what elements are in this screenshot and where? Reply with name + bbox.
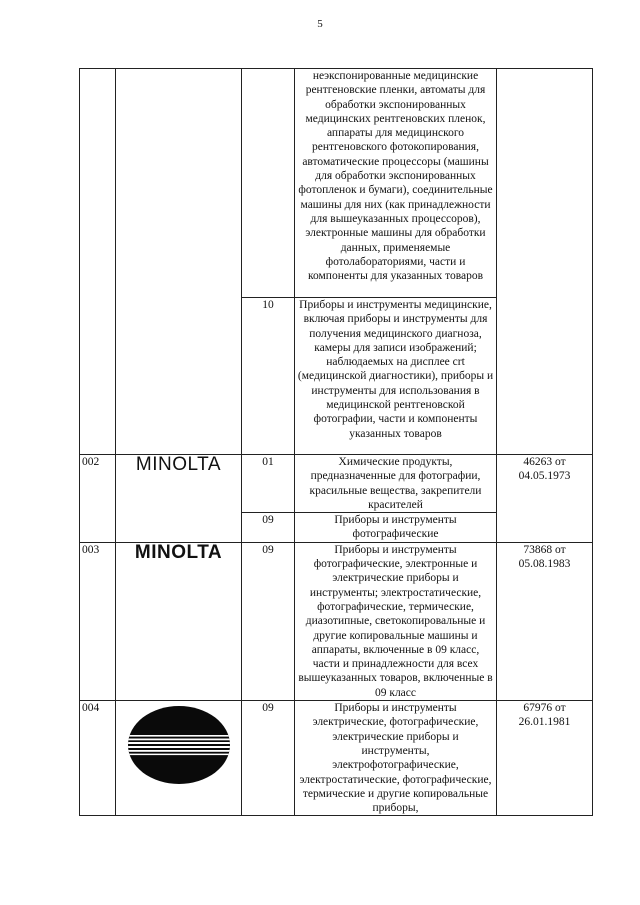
- registration-cell: 73868 от 05.08.1983: [497, 542, 593, 700]
- row-number: 003: [80, 542, 116, 700]
- class-cell: 10: [242, 298, 295, 455]
- registration-cell: 67976 от 26.01.1981: [497, 701, 593, 816]
- mark-cell: [116, 701, 242, 816]
- minolta-globe-logo-icon: [127, 705, 231, 785]
- goods-cell: Химические продукты, предназначенные для фотографии, красильные вещества, закрепители красителей: [295, 455, 497, 513]
- table-row: [80, 69, 593, 298]
- mark-cell: [116, 455, 242, 543]
- table-row: [80, 542, 593, 700]
- registration-cell: 46263 от 04.05.1973: [497, 455, 593, 543]
- page-number: 5: [317, 18, 323, 30]
- class-cell: 09: [242, 542, 295, 700]
- minolta-wordmark: MINOLTA: [134, 541, 223, 563]
- class-cell: 09: [242, 701, 295, 816]
- registration-table: [79, 68, 593, 816]
- goods-cell: неэкспонированные медицинские рентгеновские пленки, автоматы для обработки экспонированных медицинских рентгеновских пленок, аппараты для медицинского рентгеновского фотокопирования, автоматические процессоры (машины для обработки экспонированных фотопленок и бумаги), соединительные машины для них (как принадлежности для вышеуказанных процессоров), электронные машины для обработки данных, применяемые фотолабораториями, части и компоненты для указанных товаров: [295, 69, 497, 298]
- class-cell: 09: [242, 513, 295, 543]
- row-number: 002: [80, 455, 116, 543]
- goods-cell: Приборы и инструменты фотографические, электронные и электрические приборы и инструменты; электростатические, фотографические, термические, диазотипные, светокопировальные и другие копировальные машины и аппараты, включенные в 09 класс, части и принадлежности для всех вышеуказанных товаров, включенные в 09 класс: [295, 542, 497, 700]
- class-cell: [242, 69, 295, 298]
- row-number: 004: [80, 701, 116, 816]
- goods-cell: Приборы и инструменты медицинские, включая приборы и инструменты для получения медицинского диагноза, камеры для записи изображений; наблюдаемых на дисплее crt (медицинской диагностики), приборы и инструменты для использования в медицинской рентгеновской фотографии, части и компоненты указанных товаров: [295, 298, 497, 455]
- table-row: [80, 701, 593, 816]
- minolta-wordmark: MINOLTA: [135, 454, 222, 475]
- row-number: [80, 69, 116, 455]
- goods-cell: Приборы и инструменты фотографические: [295, 513, 497, 543]
- mark-cell: [116, 69, 242, 455]
- class-cell: 01: [242, 455, 295, 513]
- registration-cell: [497, 69, 593, 455]
- table-row: [80, 455, 593, 513]
- mark-cell: [116, 542, 242, 700]
- goods-cell: Приборы и инструменты электрические, фотографические, электрические приборы и инструменты, электрофотографические, электростатические, фотографические, термические и другие копировальные приборы,: [295, 701, 497, 816]
